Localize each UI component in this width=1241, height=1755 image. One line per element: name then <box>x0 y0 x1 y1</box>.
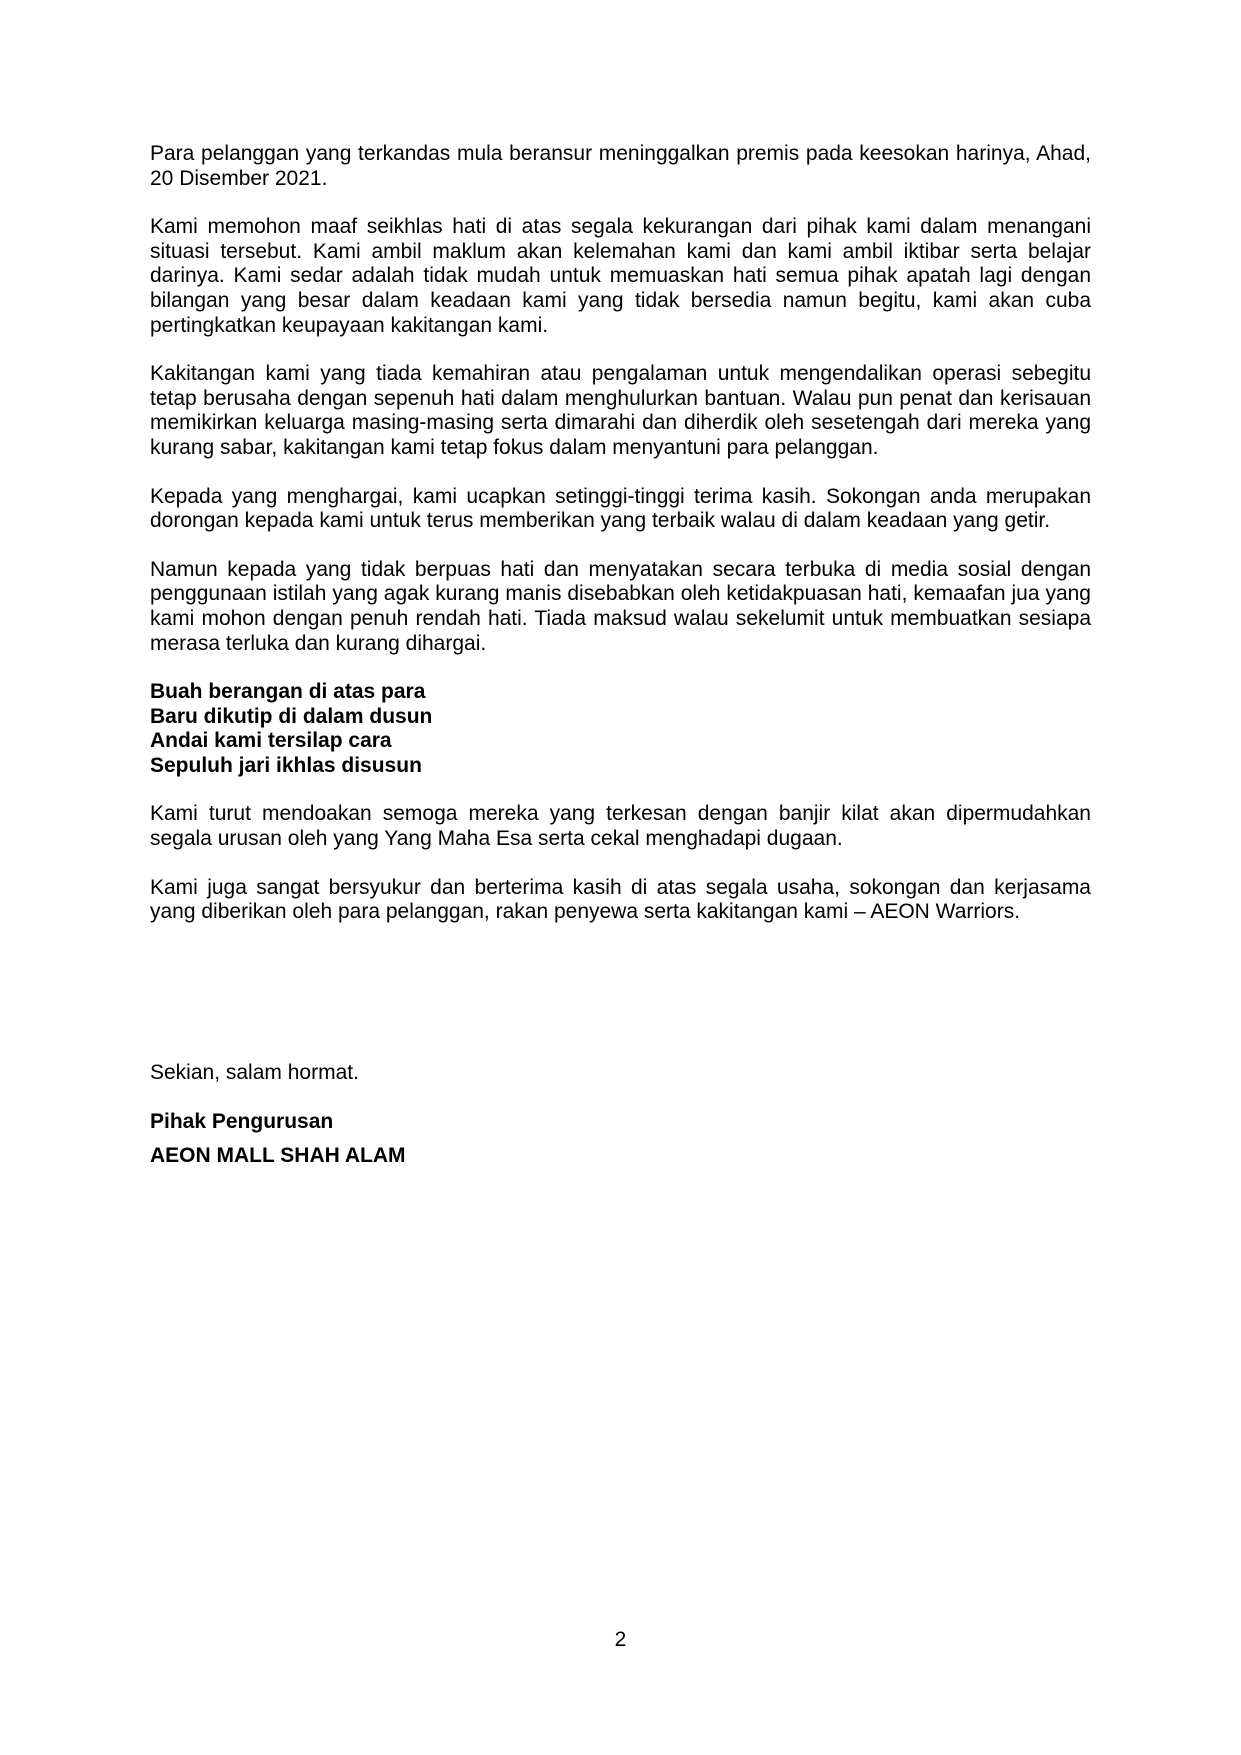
paragraph-thanks-supporters: Kepada yang menghargai, kami ucapkan setinggi-tinggi terima kasih. Sokongan anda merupakan dorongan kepada kami untuk terus memberikan yang terbaik walau di dalam keadaan yang getir. <box>150 484 1091 533</box>
signoff-management: Pihak Pengurusan <box>150 1110 334 1134</box>
letter-body <box>150 142 1091 1169</box>
pantun-line: Andai kami tersilap cara <box>150 729 392 753</box>
paragraph-staff-effort: Kakitangan kami yang tiada kemahiran atau pengalaman untuk mengendalikan operasi sebegitu tetap berusaha dengan sepenuh hati dalam menghulurkan bantuan. Walau pun penat dan kerisauan memikirkan keluarga masing-masing serta dimarahi dan diherdik oleh sesetengah dari mereka yang kurang sabar, kakitangan kami tetap fokus dalam menyantuni para pelanggan. <box>150 362 1091 459</box>
pantun-line: Baru dikutip di dalam dusun <box>150 704 433 728</box>
paragraph-apology: Kami memohon maaf seikhlas hati di atas segala kekurangan dari pihak kami dalam menangani situasi tersebut. Kami ambil maklum akan kelemahan kami dan kami ambil iktibar serta belajar darinya. Kami sedar adalah tidak mudah untuk memuaskan hati semua pihak apatah lagi dengan bilangan yang besar dalam keadaan kami yang tidak bersedia namun begitu, kami akan cuba pertingkatkan keupayaan kakitangan kami. <box>150 215 1091 337</box>
paragraph-prayer: Kami turut mendoakan semoga mereka yang terkesan dengan banjir kilat akan dipermudahkan segala urusan oleh yang Yang Maha Esa serta cekal menghadapi dugaan. <box>150 802 1091 851</box>
paragraph-gratitude: Kami juga sangat bersyukur dan berterima kasih di atas segala usaha, sokongan dan kerjasama yang diberikan oleh para pelanggan, rakan penyewa serta kakitangan kami – AEON Warriors. <box>150 875 1091 924</box>
pantun-line: Sepuluh jari ikhlas disusun <box>150 753 422 777</box>
signoff-organization: AEON MALL SHAH ALAM <box>150 1144 406 1168</box>
page-number: 2 <box>614 1628 627 1651</box>
pantun <box>150 680 1091 778</box>
paragraph-customers-leaving: Para pelanggan yang terkandas mula beransur meninggalkan premis pada keesokan harinya, Ahad, 20 Disember 2021. <box>150 142 1091 190</box>
pantun-line: Buah berangan di atas para <box>150 680 426 704</box>
closing-salutation: Sekian, salam hormat. <box>150 1060 359 1084</box>
paragraph-social-media: Namun kepada yang tidak berpuas hati dan menyatakan secara terbuka di media sosial dengan penggunaan istilah yang agak kurang manis disebabkan oleh ketidakpuasan hati, kemaafan jua yang kami mohon dengan penuh rendah hati. Tiada maksud walau sekelumit untuk membuatkan sesiapa merasa terluka dan kurang dihargai. <box>150 557 1091 655</box>
